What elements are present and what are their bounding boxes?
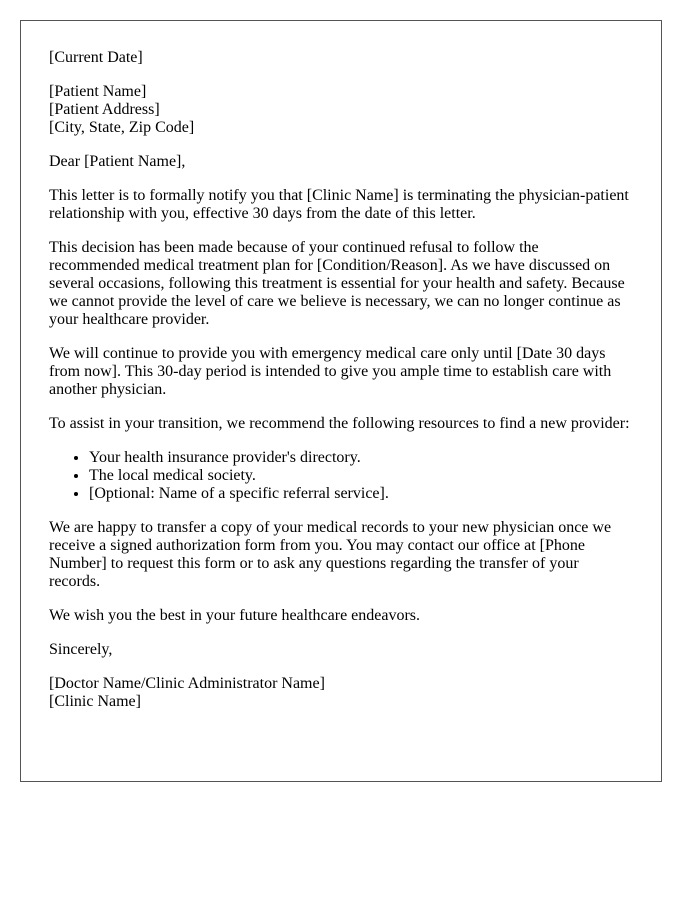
letter xyxy=(20,20,662,782)
resource-item: • Your health insurance provider's directory. xyxy=(89,449,633,467)
body-paragraph: To assist in your transition, we recommend the following resources to find a new provider: xyxy=(49,415,630,432)
body-paragraph: We will continue to provide you with emergency medical care only until [Date 30 days from now]. This 30-day period is intended to give you ample time to establish care with another physician. xyxy=(49,345,612,398)
recipient-name: [Patient Name] xyxy=(49,83,147,100)
resource-item: • [Optional: Name of a specific referral service]. xyxy=(89,485,633,503)
resource-item: • The local medical society. xyxy=(89,467,633,485)
body-paragraph: This decision has been made because of your continued refusal to follow the recommended medical treatment plan for [Condition/Reason]. As we have discussed on several occasions, following this treatment is essential for your health and safety. Because we cannot provide the level of care we believe is necessary, we can no longer continue as your healthcare provider. xyxy=(49,239,625,328)
resource-list xyxy=(49,449,633,503)
recipient-city: [City, State, Zip Code] xyxy=(49,119,195,136)
signoff: Sincerely, xyxy=(49,641,113,658)
signature-block xyxy=(49,675,633,711)
salutation: Dear [Patient Name], xyxy=(49,153,186,170)
recipient-block xyxy=(49,83,633,137)
body-paragraph: This letter is to formally notify you that [Clinic Name] is terminating the physician-patient relationship with you, effective 30 days from the date of this letter. xyxy=(49,187,629,222)
body-paragraph: We wish you the best in your future healthcare endeavors. xyxy=(49,607,421,624)
letter-date: [Current Date] xyxy=(49,49,143,66)
recipient-address: [Patient Address] xyxy=(49,101,160,118)
signer-name: [Doctor Name/Clinic Administrator Name] xyxy=(49,675,325,692)
body-paragraph: We are happy to transfer a copy of your medical records to your new physician once we receive a signed authorization form from you. You may contact our office at [Phone Number] to request this form or to ask any questions regarding the transfer of your records. xyxy=(49,519,612,590)
clinic-name: [Clinic Name] xyxy=(49,693,141,710)
